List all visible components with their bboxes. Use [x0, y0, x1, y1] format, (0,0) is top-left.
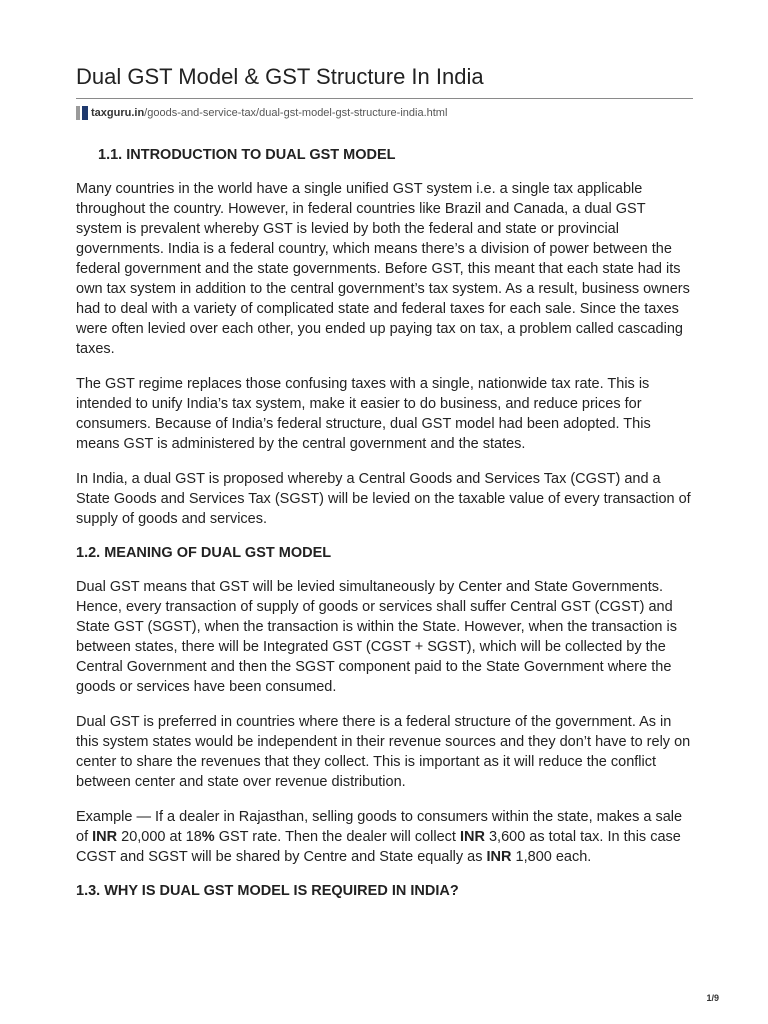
example-text: GST rate. Then the dealer will collect — [214, 829, 460, 845]
paragraph: Many countries in the world have a single unified GST system i.e. a single tax applicable throughout the country. However, in federal countries like Brazil and Canada, a dual GST system is prevalent whereby GST is levied by both the federal and state or provincial governments. India is a federal country, which means there’s a division of power between the federal government and the state governments. Before GST, this meant that each state had its own tax system in addition to the central government’s tax system. As a result, business owners had to deal with a variety of complicated state and federal taxes for each sale. Since the taxes were often levied over each other, you ended up paying tax on tax, a problem called cascading taxes. — [76, 181, 690, 357]
example-text: Example — If a dealer in Rajasthan, selling goods to consumers within the state, makes a sale of — [76, 809, 683, 845]
percent-sign: % — [201, 829, 215, 845]
paragraph: Dual GST is preferred in countries where there is a federal structure of the government. As in this system states would be independent in their revenue sources and they don’t have to rely on center to share the revenues that they collect. This is important as it will reduce the conflict between center and state over revenue distribution. — [76, 714, 691, 790]
example-paragraph — [76, 807, 693, 867]
paragraph: Dual GST means that GST will be levied simultaneously by Center and State Governments. Hence, every transaction of supply of goods or services shall suffer Central GST (CGST) and State GST (SGST), when the transaction is within the State. However, when the transaction is between states, there will be Integrated GST (CGST + SGST), which will be collected by the Central Government and then the SGST component paid to the State Government where the goods or services have been consumed. — [76, 579, 677, 695]
section-heading-intro: 1.1. INTRODUCTION TO DUAL GST MODEL — [98, 147, 396, 163]
currency-label: INR — [459, 829, 485, 845]
example-text: 20,000 at 18 — [117, 829, 202, 845]
source-line — [76, 106, 693, 120]
paragraph: In India, a dual GST is proposed whereby a Central Goods and Services Tax (CGST) and a State Goods and Services Tax (SGST) will be levied on the taxable value of every transaction of supply of goods and services. — [76, 471, 691, 527]
source-bookmark-icon — [76, 106, 88, 120]
source-domain-link[interactable]: taxguru.in — [91, 107, 145, 119]
section-heading-why: 1.3. WHY IS DUAL GST MODEL IS REQUIRED IN INDIA? — [76, 883, 459, 899]
document-page — [76, 62, 693, 901]
source-path-link[interactable]: /goods-and-service-tax/dual-gst-model-gst-structure-india.html — [144, 107, 448, 119]
example-text: 3,600 as total tax. In this case CGST and SGST will be shared by Centre and State equally as — [76, 829, 681, 865]
currency-label: INR — [486, 849, 512, 865]
example-text: 1,800 each. — [511, 849, 592, 865]
document-title: Dual GST Model & GST Structure In India — [76, 62, 693, 99]
currency-label: INR — [92, 829, 118, 845]
section-heading-meaning: 1.2. MEANING OF DUAL GST MODEL — [76, 545, 332, 561]
paragraph: The GST regime replaces those confusing taxes with a single, nationwide tax rate. This is intended to unify India’s tax system, make it easier to do business, and reduce prices for consumers. Because of India’s federal structure, dual GST model had been adopted. This means GST is administered by the central government and the states. — [76, 376, 651, 452]
page-number: 1/9 — [706, 993, 719, 1003]
